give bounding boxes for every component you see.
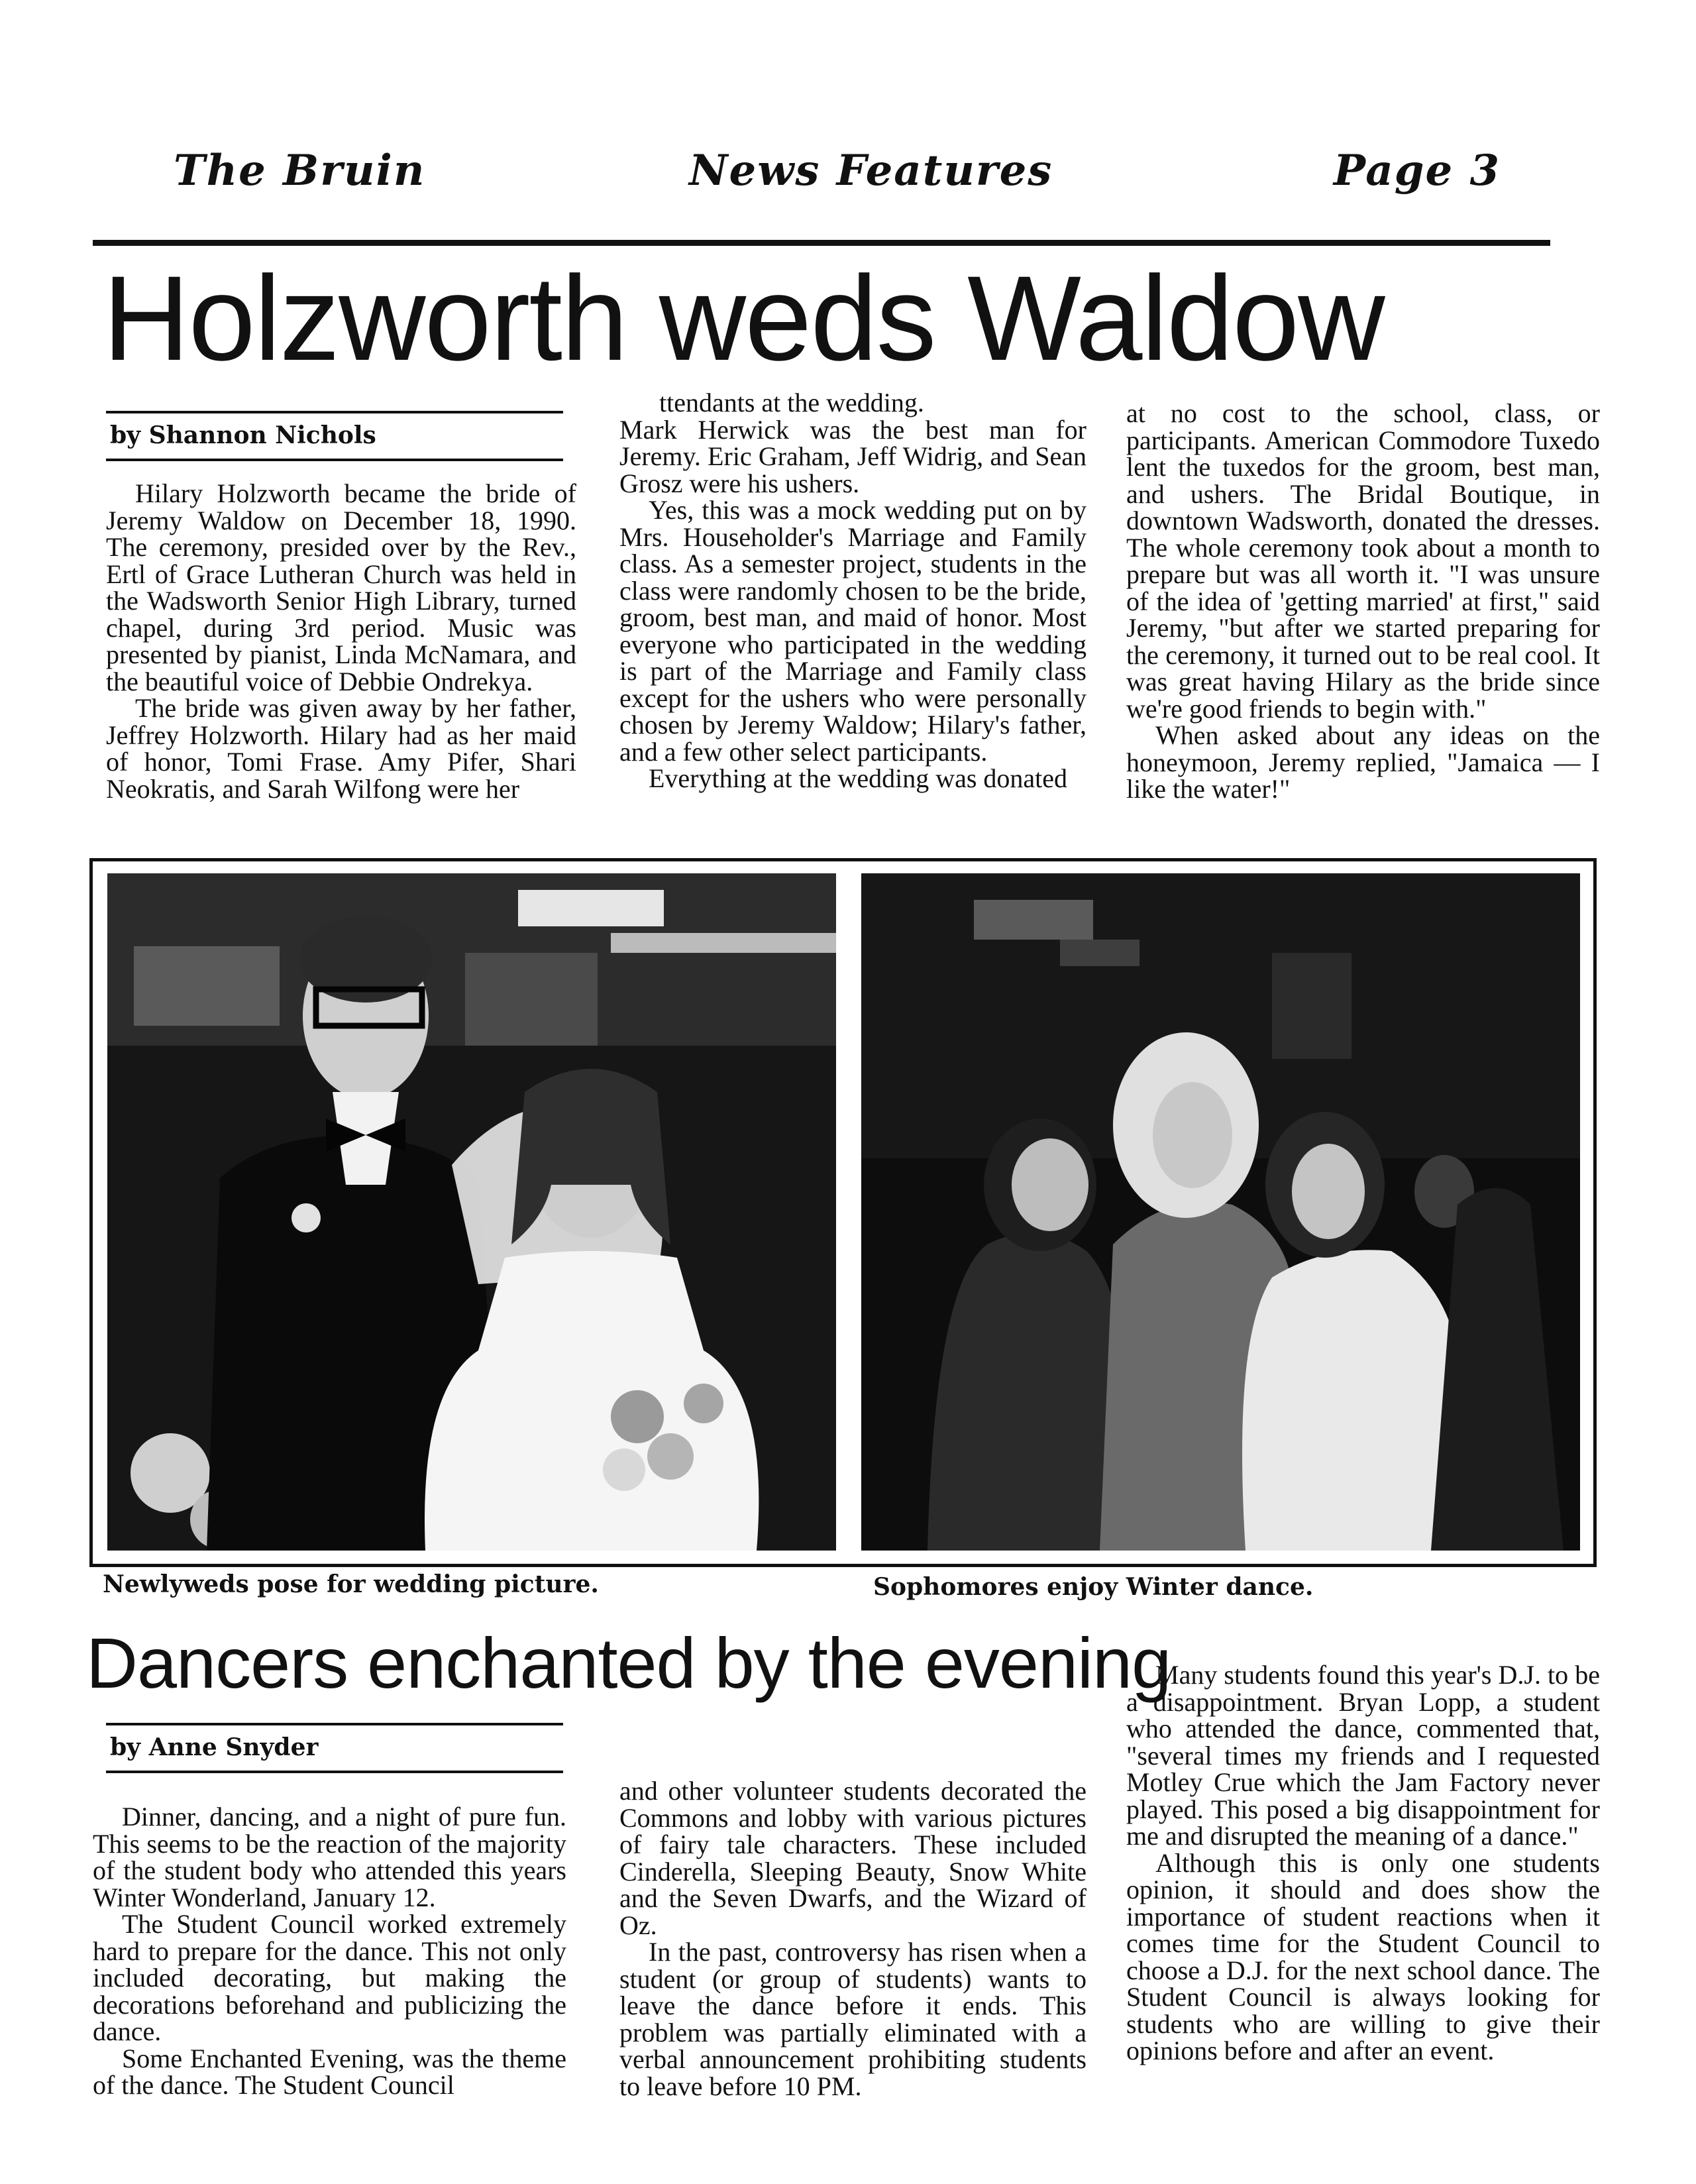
story1-byline-block [106,411,563,461]
story1-byline: by Shannon Nichols [110,421,376,449]
masthead [0,133,1696,232]
byline-rule-bottom [106,1771,563,1773]
paragraph: Hilary Holzworth became the bride of Jeremy Waldow on December 18, 1990. The ceremony, presided over by the Rev., Ertl of Grace Lutheran Church was held in the Wadsworth Senior High Library, turned chapel, during 3rd period. Music was presented by pianist, Linda McNamara, and the beautiful voice of Debbie Ondrekya. [106,478,576,696]
wedding-photo [107,873,836,1551]
dance-photo [861,873,1580,1551]
masthead-rule [93,240,1550,246]
paragraph: and other volunteer students decorated the Commons and lobby with various pictures of fairy tale characters. These included Cinderella, Sleeping Beauty, Snow White and the Seven Dwarfs, and the Wizard of Oz. [619,1776,1086,1940]
story2-byline: by Anne Snyder [110,1733,319,1761]
story2-column-1 [93,1804,566,2099]
byline-rule-bottom [106,459,563,461]
paragraph: The Student Council worked extremely hard to prepare for the dance. This not only included decorating, but making the decorations beforehand and publicizing the dance. [93,1909,566,2046]
paragraph: Yes, this was a mock wedding put on by Mrs. Householder's Marriage and Family class. As a semester project, students in the class were randomly chosen to be the bride, groom, best man, and maid of honor. Most everyone who participated in the wedding is part of the Marriage and Family class except for the ushers who were personally chosen by Jeremy Waldow; Hilary's father, and a few other select participants. [619,495,1086,767]
paragraph: In the past, controversy has risen when a student (or group of students) wants to leave the dance before it ends. This problem was partially eliminated with a verbal announcement prohibiting students to leave before 10 PM. [619,1937,1086,2101]
paragraph: Dinner, dancing, and a night of pure fun. This seems to be the reaction of the majority of the student body who attended this years Winter Wonderland, January 12. [93,1802,566,1912]
story1-column-1 [106,480,576,802]
story1-column-3 [1126,400,1600,803]
story1-headline: Holzworth weds Waldow [103,250,1384,386]
story2-column-3 [1126,1662,1600,2065]
story2-byline-block [106,1723,563,1773]
paragraph: When asked about any ideas on the honeymoon, Jeremy replied, "Jamaica — I like the water!" [1126,720,1600,804]
paragraph: ttendants at the wedding. [659,388,924,417]
photo-frame [89,858,1597,1567]
paragraph: at no cost to the school, class, or participants. American Commodore Tuxedo lent the tuxedos for the groom, best man, and ushers. The Bridal Boutique, in downtown Wadsworth, donated the dresses. The whole ceremony took about a month to prepare but was all worth it. "I was unsure of the idea of 'getting married' at first," said Jeremy, "but after we started preparing for the ceremony, it turned out to be real cool. It was great having Hilary as the bride since we're good friends to begin with." [1126,398,1600,724]
paragraph: Everything at the wedding was donated [649,763,1068,793]
dance-photo-caption: Sophomores enjoy Winter dance. [873,1573,1314,1601]
paragraph: Many students found this year's D.J. to be a disappointment. Bryan Lopp, a student who attended the dance, commented that, "several times my friends and I requested Motley Crue which the Jam Factory never played. This posed a big disappointment for me and disrupted the meaning of a dance." [1126,1660,1600,1851]
dance-photo-art [861,873,1580,1551]
paper-name: The Bruin [174,146,426,195]
paragraph: The bride was given away by her father, Jeffrey Holzworth. Hilary had as her maid of honor, Tomi Frase. Amy Pifer, Shari Neokratis, and Sarah Wilfong were her [106,693,576,804]
paragraph: Mark Herwick was the best man for Jeremy. Eric Graham, Jeff Widrig, and Sean Grosz were his ushers. [619,414,1086,498]
page-number: Page 3 [1333,146,1501,195]
wedding-photo-art [107,873,836,1551]
wedding-photo-caption: Newlyweds pose for wedding picture. [103,1570,599,1598]
story1-column-2 [619,390,1086,792]
story2-column-2 [619,1778,1086,2100]
paragraph: Some Enchanted Evening, was the theme of the dance. The Student Council [93,2043,566,2100]
story2-headline: Dancers enchanted by the evening [86,1623,1171,1703]
paragraph: Although this is only one students opinion, it should and does show the importance of student reactions when it comes time for the Student Council to choose a D.J. for the next school dance. The Student Council is always looking for students who are willing to give their opinions before and after an event. [1126,1847,1600,2065]
section-name: News Features [689,146,1053,195]
